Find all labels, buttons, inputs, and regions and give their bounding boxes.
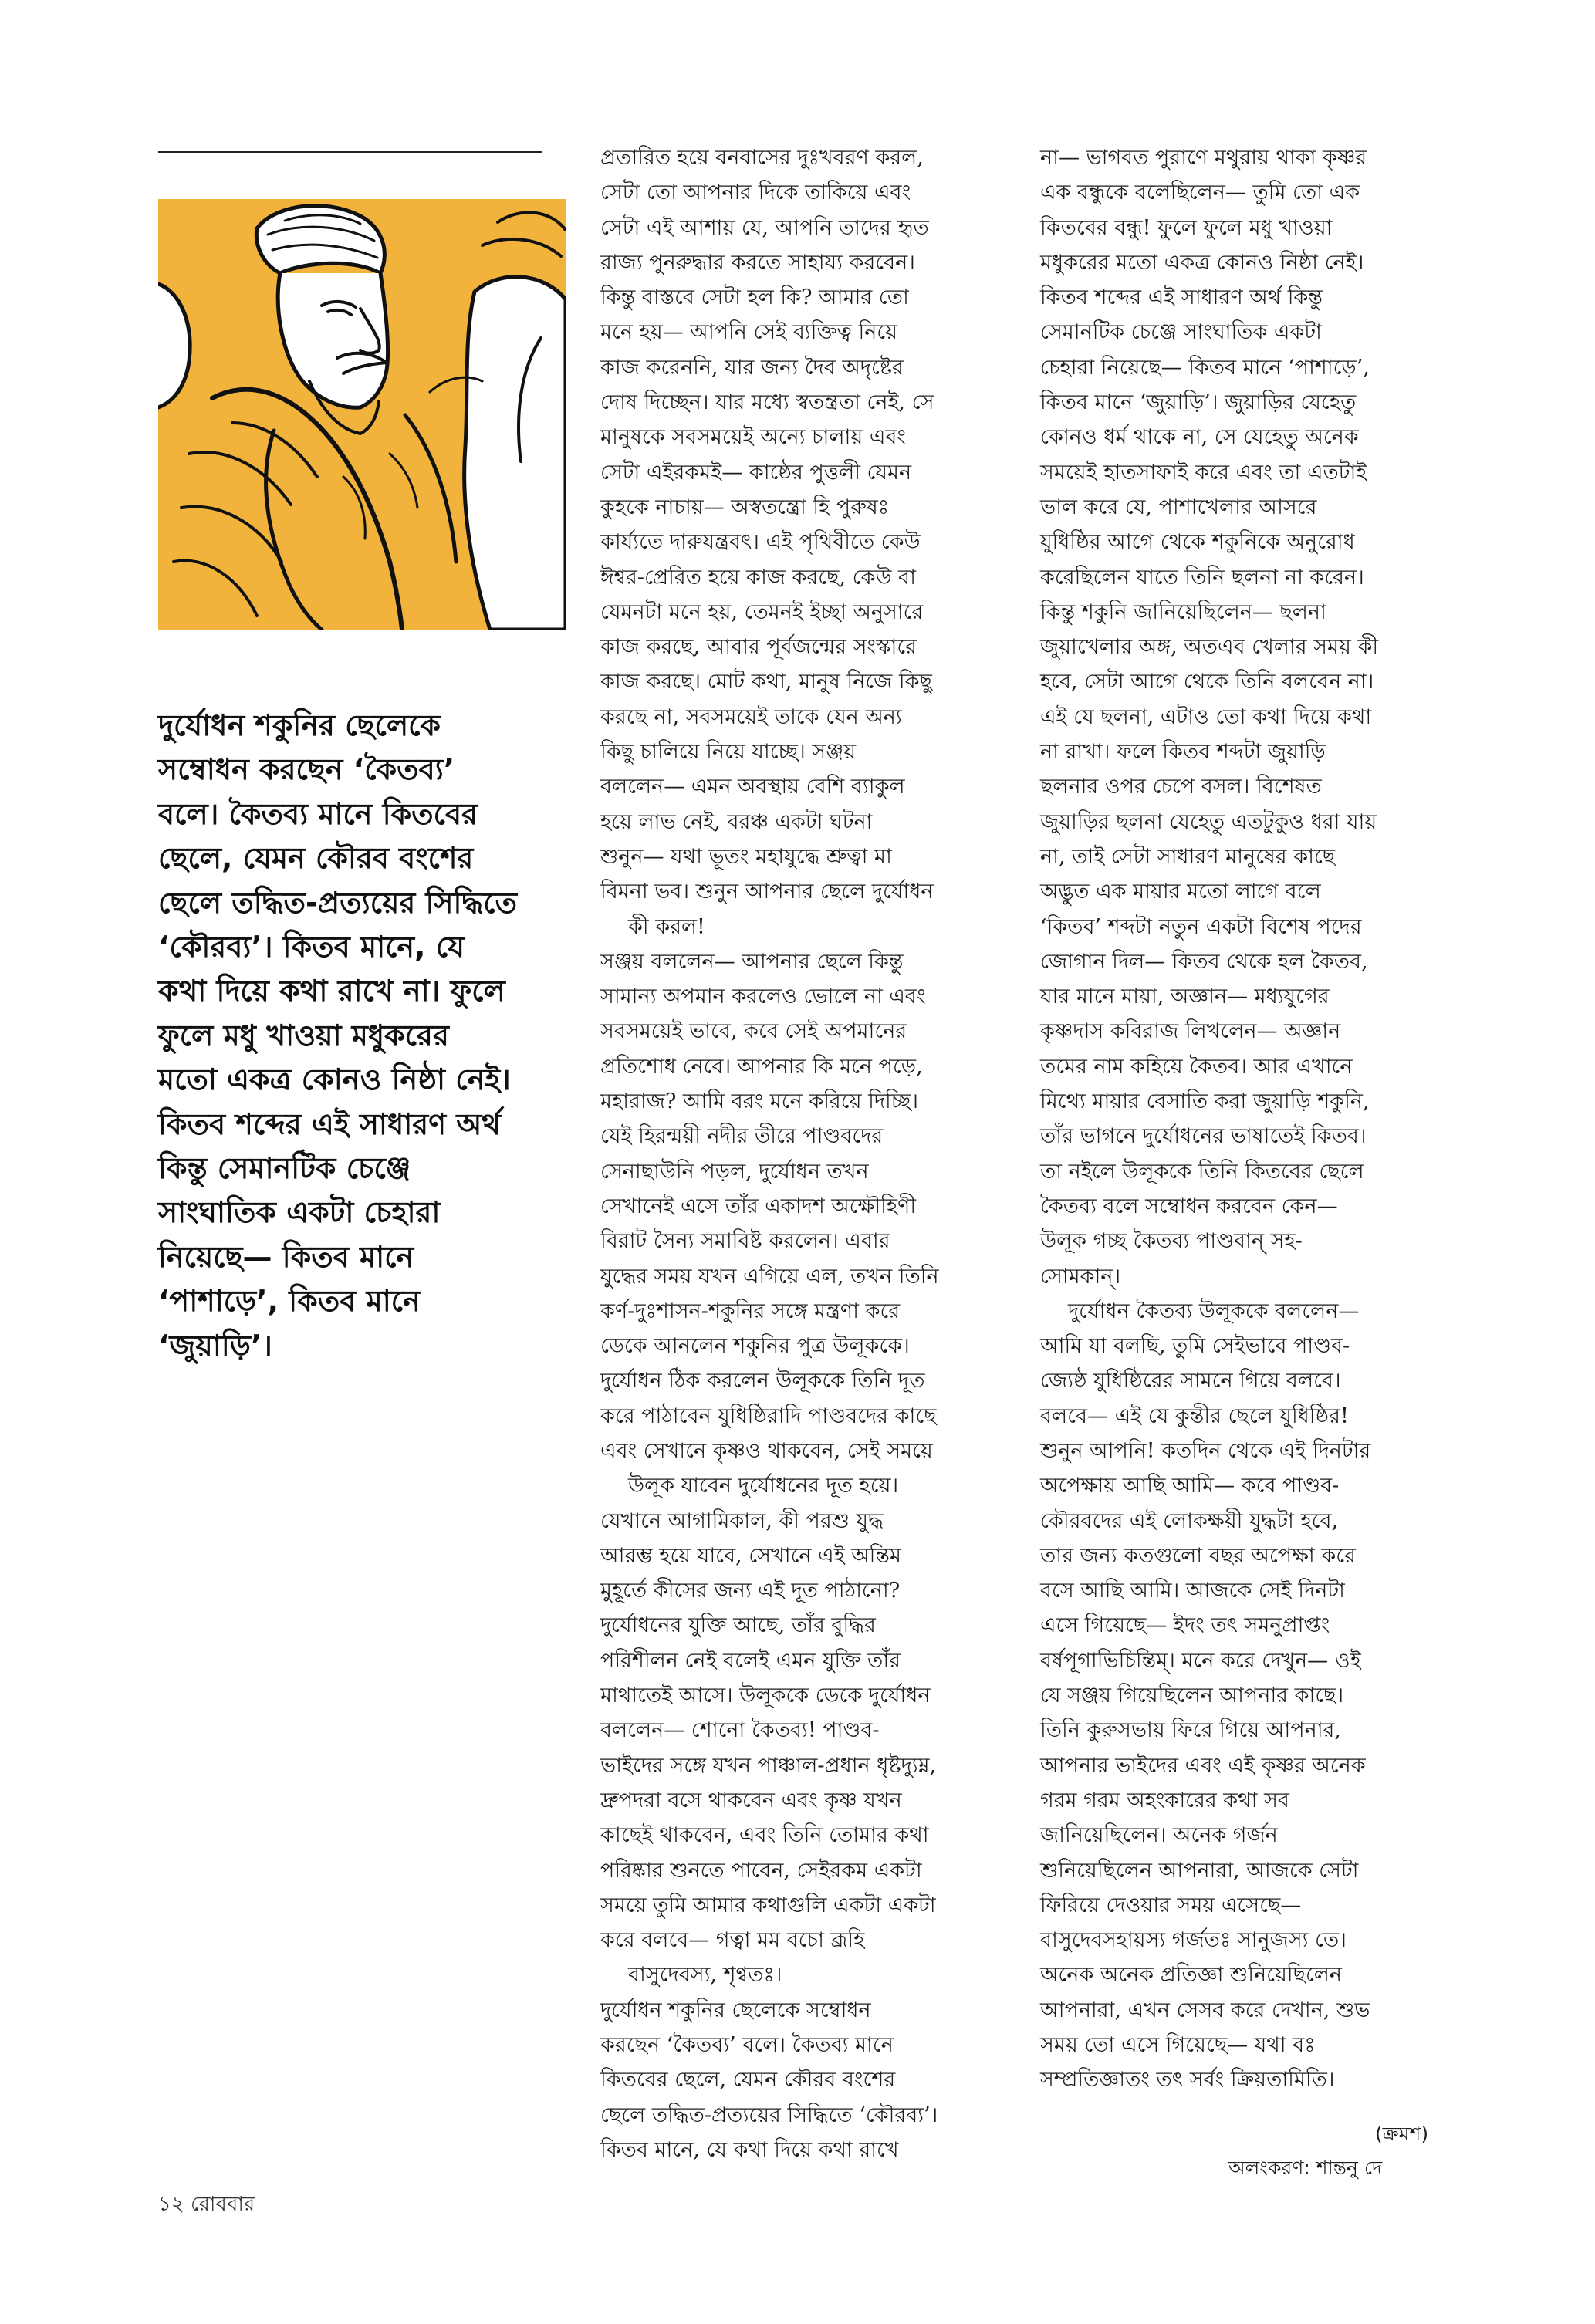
body-text-line: অপেক্ষায় আছি আমি— কবে পাণ্ডব- (1040, 1474, 1340, 1498)
illustration-credit: অলংকরণ: শান্তনু দে (1228, 2157, 1383, 2179)
pull-quote-line: মতো একত্র কোনও নিষ্ঠা নেই। (158, 1062, 511, 1097)
body-text-line: কিতব শব্দের এই সাধারণ অর্থ কিন্তু (1040, 285, 1323, 310)
body-text-line: এই যে ছলনা, এটাও তো কথা দিয়ে কথা (1040, 704, 1372, 729)
body-text-line: করে পাঠাবেন যুধিষ্ঠিরাদি পাণ্ডবদের কাছে (600, 1404, 937, 1428)
body-text-line: কিছু চালিয়ে নিয়ে যাচ্ছে। সঞ্জয় (600, 740, 857, 765)
body-text-line: ডেকে আনলেন শকুনির পুত্র উলূককে। (600, 1334, 910, 1359)
body-text-line: এক বন্ধুকে বলেছিলেন— তুমি তো এক (1040, 181, 1360, 205)
body-text-line: আরম্ভ হয়ে যাবে, সেখানে এই অন্তিম (600, 1543, 901, 1568)
body-text-line: না, তাই সেটা সাধারণ মানুষের কাছে (1040, 844, 1336, 869)
body-text-line: শুনুন আপনি! কতদিন থেকে এই দিনটার (1040, 1438, 1371, 1463)
body-text-line: বাসুদেবসহায়স্য গর্জতঃ সানুজস্য তে। (1040, 1928, 1347, 1953)
body-text-line: জানিয়েছিলেন। অনেক গর্জন (1040, 1823, 1278, 1848)
body-text-line: আমি যা বলছি, তুমি সেইভাবে পাণ্ডব- (1040, 1334, 1350, 1359)
body-text-line: কাছেই থাকবেন, এবং তিনি তোমার কথা (600, 1823, 929, 1848)
body-text-line: জুয়াড়ির ছলনা যেহেতু এতটুকুও ধরা যায় (1040, 809, 1377, 834)
body-text-line: যুদ্ধের সময় যখন এগিয়ে এল, তখন তিনি (600, 1264, 939, 1289)
body-text-line: কৌরবদের এই লোকক্ষয়ী যুদ্ধটা হবে, (1040, 1508, 1339, 1533)
body-text-line: ঈশ্বর-প্রেরিত হয়ে কাজ করছে, কেউ বা (600, 565, 916, 589)
pull-quote-line: ‘পাশাড়ে’, কিতব মানে (158, 1284, 421, 1319)
pull-quote-line: ছেলে তদ্ধিত-প্রত্যয়ের সিদ্ধিতে (158, 885, 517, 920)
pull-quote-line: কথা দিয়ে কথা রাখে না। ফুলে (158, 974, 505, 1008)
body-text-line: বললেন— শোনো কৈতব্য! পাণ্ডব- (600, 1718, 880, 1743)
body-text-line: ছলনার ওপর চেপে বসল। বিশেষত (1040, 775, 1322, 799)
body-text-line: শুনুন— যথা ভূতং মহাযুদ্ধে শ্রুত্বা মা (600, 844, 892, 869)
body-text-line: গরম গরম অহংকারের কথা সব (1040, 1788, 1289, 1812)
body-text-line: জুয়াখেলার অঙ্গ, অতএব খেলার সময় কী (1040, 635, 1379, 660)
body-text-line: অদ্ভুত এক মায়ার মতো লাগে বলে (1040, 880, 1321, 904)
right-figure (465, 277, 566, 630)
pull-quote-line: বলে। কৈতব্য মানে কিতবের (158, 796, 478, 831)
body-text-line: দুর্যোধন ঠিক করলেন উলূককে তিনি দূত (600, 1369, 925, 1393)
body-text-line: করে বলবে— গত্বা মম বচো ব্রূহি (600, 1928, 865, 1953)
body-text-line: কিন্তু শকুনি জানিয়েছিলেন— ছলনা (1040, 600, 1326, 624)
body-text-line: যুধিষ্ঠির আগে থেকে শকুনিকে অনুরোধ (1040, 530, 1355, 555)
body-text-line: সেটা তো আপনার দিকে তাকিয়ে এবং (600, 181, 911, 205)
body-text-line: হয়ে লাভ নেই, বরঞ্চ একটা ঘটনা (600, 809, 873, 834)
body-text-line: কোনও ধর্ম থাকে না, সে যেহেতু অনেক (1040, 425, 1359, 450)
body-text-line: সেখানেই এসে তাঁর একাদশ অক্ষৌহিণী (600, 1194, 917, 1218)
body-text-line: বাসুদেবস্য, শৃণ্বতঃ। (628, 1963, 782, 1988)
body-text-line: জোগান দিল— কিতব থেকে হল কৈতব, (1040, 949, 1368, 974)
body-text-line: সঞ্জয় বললেন— আপনার ছেলে কিন্তু (600, 949, 904, 974)
body-text-line: সেটা এইরকমই— কাষ্ঠের পুত্তলী যেমন (600, 460, 912, 485)
body-text-line: ভাল করে যে, পাশাখেলার আসরে (1040, 495, 1317, 519)
body-text-line: ‘কিতব’ শব্দটা নতুন একটা বিশেষ পদের (1040, 914, 1362, 939)
body-text-line: প্রতারিত হয়ে বনবাসের দুঃখবরণ করল, (600, 146, 924, 170)
body-text-line: যেমনটা মনে হয়, তেমনই ইচ্ছা অনুসারে (600, 600, 924, 624)
body-text-line: কী করল! (628, 914, 705, 939)
body-text-line: তমের নাম কহিয়ে কৈতব। আর এখানে (1040, 1054, 1353, 1079)
body-text-line: কিতব মানে, যে কথা দিয়ে কথা রাখে (600, 2137, 899, 2162)
body-text-line: মুহূর্তে কীসের জন্য এই দূত পাঠানো? (600, 1579, 901, 1603)
body-text-line: অনেক অনেক প্রতিজ্ঞা শুনিয়েছিলেন (1040, 1963, 1343, 1988)
body-text-line: সবসময়েই ভাবে, কবে সেই অপমানের (600, 1019, 907, 1044)
body-text-line: বর্ষপূগাভিচিন্তিম্। মনে করে দেখুন— ওই (1040, 1648, 1361, 1673)
body-text-line: হবে, সেটা আগে থেকে তিনি বলবেন না। (1040, 670, 1374, 694)
illustration (158, 199, 566, 630)
body-text-line: তা নইলে উলূককে তিনি কিতবের ছেলে (1040, 1159, 1364, 1184)
body-text-line: দ্রুপদরা বসে থাকবেন এবং কৃষ্ণ যখন (600, 1788, 902, 1812)
body-text-line: ছেলে তদ্ধিত-প্রত্যয়ের সিদ্ধিতে ‘কৌরব্য’। (600, 2103, 938, 2127)
body-text-line: কিতব মানে ‘জুয়াড়ি’। জুয়াড়ির যেহেতু (1040, 390, 1357, 415)
body-text-line: কর্ণ-দুঃশাসন-শকুনির সঙ্গে মন্ত্রণা করে (600, 1299, 901, 1323)
body-text-line: মনে হয়— আপনি সেই ব্যক্তিত্ব নিয়ে (600, 320, 898, 345)
body-text-line: সামান্য অপমান করলেও ভোলে না এবং (600, 985, 926, 1009)
body-text-line: কার্য্যতে দারুযন্ত্রবৎ। এই পৃথিবীতে কেউ (600, 530, 921, 555)
body-text-line: শুনিয়েছিলেন আপনারা, আজকে সেটা (1040, 1858, 1359, 1883)
body-text-line: না— ভাগবত পুরাণে মথুরায় থাকা কৃষ্ণর (1040, 146, 1367, 170)
body-text-line: মানুষকে সবসময়েই অন্যে চালায় এবং (600, 425, 907, 450)
body-text-line: কৈতব্য বলে সম্বোধন করবেন কেন— (1040, 1194, 1338, 1218)
body-text-line: পরিষ্কার শুনতে পাবেন, সেইরকম একটা (600, 1858, 922, 1883)
body-text-line: চেহারা নিয়েছে— কিতব মানে ‘পাশাড়ে’, (1040, 355, 1370, 380)
body-text-line: পরিশীলন নেই বলেই এমন যুক্তি তাঁর (600, 1648, 901, 1673)
body-text-line: সেমানটিক চেঞ্জে সাংঘাতিক একটা (1040, 320, 1322, 345)
pull-quote-line: ‘কৌরব্য’। কিতব মানে, যে (158, 930, 465, 964)
body-text-line: সময় তো এসে গিয়েছে— যথা বঃ (1040, 2033, 1316, 2058)
pull-quote-line: সম্বোধন করছেন ‘কৈতব্য’ (158, 752, 455, 787)
article-column-right (1040, 140, 1441, 2098)
body-text-line: বললেন— এমন অবস্থায় বেশি ব্যাকুল (600, 775, 905, 799)
pull-quote-line: ছেলে, যেমন কৌরব বংশের (158, 841, 474, 876)
pull-quote-line: কিন্তু সেমানটিক চেঞ্জে (158, 1151, 411, 1186)
body-text-line: প্রতিশোধ নেবে। আপনার কি মনে পড়ে, (600, 1054, 923, 1079)
body-text-line: উলূক যাবেন দুর্যোধনের দূত হয়ে। (628, 1474, 899, 1498)
body-text-line: মিথ্যে মায়ার বেসাতি করা জুয়াড়ি শকুনি, (1040, 1089, 1370, 1114)
pull-quote-line: নিয়েছে— কিতব মানে (158, 1239, 414, 1274)
body-text-line: না রাখা। ফলে কিতব শব্দটা জুয়াড়ি (1040, 740, 1326, 765)
body-text-line: আপনার ভাইদের এবং এই কৃষ্ণর অনেক (1040, 1753, 1366, 1778)
pull-quote-line: সাংঘাতিক একটা চেহারা (158, 1195, 441, 1230)
body-text-line: সেটা এই আশায় যে, আপনি তাদের হৃত (600, 215, 929, 240)
body-text-line: করছেন ‘কৈতব্য’ বলে। কৈতব্য মানে (600, 2033, 894, 2058)
page-folio: ১২ রোববার (158, 2193, 255, 2216)
body-text-line: এসে গিয়েছে— ইদং তৎ সমনুপ্রাপ্তং (1040, 1613, 1330, 1638)
body-text-line: করছে না, সবসময়েই তাকে যেন অন্য (600, 704, 902, 729)
body-text-line: সময়েই হাতসাফাই করে এবং তা এতটাই (1040, 460, 1367, 485)
body-text-line: মধুকরের মতো একত্র কোনও নিষ্ঠা নেই। (1040, 250, 1364, 275)
pull-quote-line: ফুলে মধু খাওয়া মধুকরের (158, 1018, 449, 1052)
body-text-line: সেনাছাউনি পড়ল, দুর্যোধন তখন (600, 1159, 869, 1184)
body-text-line: বসে আছি আমি। আজকে সেই দিনটা (1040, 1579, 1345, 1603)
body-text-line: কিতবের ছেলে, যেমন কৌরব বংশের (600, 2068, 896, 2093)
body-text-line: দুর্যোধনের যুক্তি আছে, তাঁর বুদ্ধির (600, 1613, 876, 1638)
pull-quote (158, 704, 566, 1368)
body-text-line: সোমকান্। (1040, 1264, 1121, 1289)
pull-quote-line: কিতব শব্দের এই সাধারণ অর্থ (158, 1106, 501, 1141)
article-column-middle (600, 140, 1002, 2167)
body-text-line: কুহকে নাচায়— অস্বতন্ত্রো হি পুরুষঃ (600, 495, 890, 519)
body-text-line: এবং সেখানে কৃষ্ণও থাকবেন, সেই সময়ে (600, 1438, 933, 1463)
body-text-line: কিতবের বন্ধু! ফুলে ফুলে মধু খাওয়া (1040, 215, 1333, 240)
body-text-line: দুর্যোধন কৈতব্য উলূককে বললেন— (1068, 1299, 1360, 1323)
body-text-line: বিরাট সৈন্য সমাবিষ্ট করলেন। এবার (600, 1229, 890, 1254)
body-text-line: কাজ করছে, আবার পূর্বজন্মের সংস্কারে (600, 635, 917, 660)
body-text-line: মাথাতেই আসে। উলূককে ডেকে দুর্যোধন (600, 1684, 931, 1708)
body-text-line: কৃষ্ণদাস কবিরাজ লিখলেন— অজ্ঞান (1040, 1019, 1341, 1044)
body-text-line: যেখানে আগামিকাল, কী পরশু যুদ্ধ (600, 1508, 884, 1533)
body-text-line: ভাইদের সঙ্গে যখন পাঞ্চাল-প্রধান ধৃষ্টদ্যুম্ন, (600, 1753, 937, 1778)
body-text-line: যে সঞ্জয় গিয়েছিলেন আপনার কাছে। (1040, 1684, 1344, 1708)
body-text-line: বিমনা ভব। শুনুন আপনার ছেলে দুর্যোধন (600, 880, 934, 904)
body-text-line: কিন্তু বাস্তবে সেটা হল কি? আমার তো (600, 285, 909, 310)
body-text-line: জ্যেষ্ঠ যুধিষ্ঠিরের সামনে গিয়ে বলবে। (1040, 1369, 1341, 1393)
body-text-line: করেছিলেন যাতে তিনি ছলনা না করেন। (1040, 565, 1364, 589)
body-text-line: কাজ করেননি, যার জন্য দৈব অদৃষ্টের (600, 355, 904, 380)
body-text-line: যার মানে মায়া, অজ্ঞান— মধ্যযুগের (1040, 985, 1330, 1009)
pull-quote-line: ‘জুয়াড়ি’। (158, 1328, 272, 1363)
body-text-line: তার জন্য কতগুলো বছর অপেক্ষা করে (1040, 1543, 1356, 1568)
body-text-line: ফিরিয়ে দেওয়ার সময় এসেছে— (1040, 1893, 1302, 1917)
body-text-line: দুর্যোধন শকুনির ছেলেকে সম্বোধন (600, 1998, 871, 2022)
body-text-line: তিনি কুরুসভায় ফিরে গিয়ে আপনার, (1040, 1718, 1341, 1743)
body-text-line: রাজ্য পুনরুদ্ধার করতে সাহায্য করবেন। (600, 250, 915, 275)
body-text-line: যেই হিরন্ময়ী নদীর তীরে পাণ্ডবদের (600, 1124, 884, 1149)
body-text-line: দোষ দিচ্ছেন। যার মধ্যে স্বতন্ত্রতা নেই, সে (600, 390, 934, 415)
body-text-line: তাঁর ভাগনে দুর্যোধনের ভাষাতেই কিতব। (1040, 1124, 1367, 1149)
body-text-line: আপনারা, এখন সেসব করে দেখান, শুভ (1040, 1998, 1370, 2022)
continued-note: (ক্রমশ) (1375, 2123, 1429, 2145)
body-text-line: কাজ করছে। মোট কথা, মানুষ নিজে কিছু (600, 670, 932, 694)
body-text-line: মহারাজ? আমি বরং মনে করিয়ে দিচ্ছি। (600, 1089, 918, 1114)
body-text-line: সম্প্রতিজ্ঞাতং তৎ সর্বং ক্রিয়তামিতি। (1040, 2068, 1335, 2093)
pull-quote-line: দুর্যোধন শকুনির ছেলেকে (158, 708, 441, 742)
top-rule (158, 151, 542, 153)
body-text-line: বলবে— এই যে কুন্তীর ছেলে যুধিষ্ঠির! (1040, 1404, 1349, 1428)
body-text-line: উলূক গচ্ছ কৈতব্য পাণ্ডবান্ সহ- (1040, 1229, 1303, 1254)
body-text-line: সময়ে তুমি আমার কথাগুলি একটা একটা (600, 1893, 936, 1917)
